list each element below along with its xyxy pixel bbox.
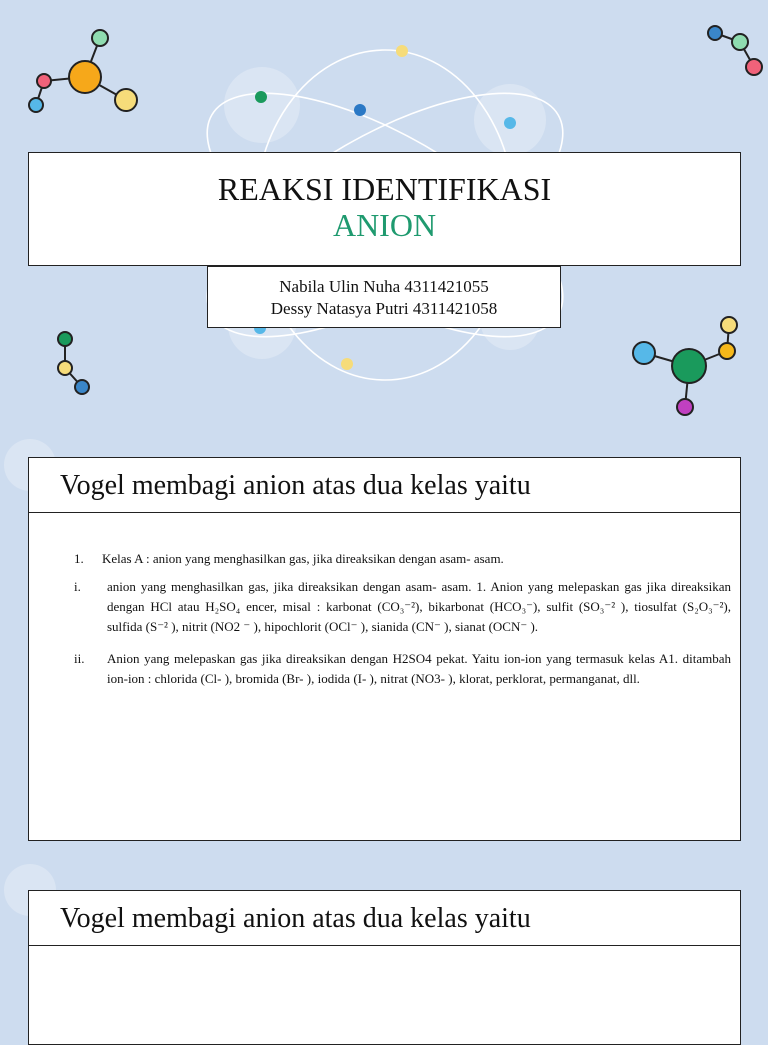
title-box — [28, 152, 741, 266]
list-marker: i. — [74, 579, 81, 594]
list-marker: 1. — [74, 551, 84, 566]
slide-1-body — [28, 512, 741, 841]
list-text: anion yang menghasilkan gas, jika direaksikan dengan asam- asam. 1. Anion yang melepaskan gas jika direaksikan dengan HCl atau H₂SO₄ encer, misal : karbonat (CO₃⁻²), bikarbonat (HCO₃⁻), sulfit (SO₃⁻² ), tiosulfat (S₂O₃⁻²), sulfida (S⁻² ), nitrit (NO2 ⁻ ), hipochlorit (OCl⁻ ), sianida (CN⁻ ), sianat (OCN⁻ ). — [107, 579, 731, 634]
list-text: Anion yang melepaskan gas jika direaksikan dengan H2SO4 pekat. Yaitu ion-ion yang termasuk kelas A1. ditambah ion-ion : chlorida (Cl- ), bromida (Br- ), iodida (I- ), nitrat (NO3- ), klorat, perklorat, permanganat, dll. — [107, 651, 731, 686]
title-main: REAKSI IDENTIFIKASI — [217, 171, 552, 207]
slide-2-heading: Vogel membagi anion atas dua kelas yaitu — [28, 890, 741, 946]
list-text: Kelas A : anion yang menghasilkan gas, jika direaksikan dengan asam- asam. — [102, 551, 504, 566]
slide-1-heading: Vogel membagi anion atas dua kelas yaitu — [28, 457, 741, 513]
author-box — [207, 266, 561, 328]
author-1: Nabila Ulin Nuha 4311421055 — [279, 277, 489, 296]
slide-2-body — [28, 945, 741, 1045]
list-marker: ii. — [74, 651, 85, 666]
author-2: Dessy Natasya Putri 4311421058 — [270, 299, 498, 318]
title-sub: ANION — [332, 207, 437, 243]
